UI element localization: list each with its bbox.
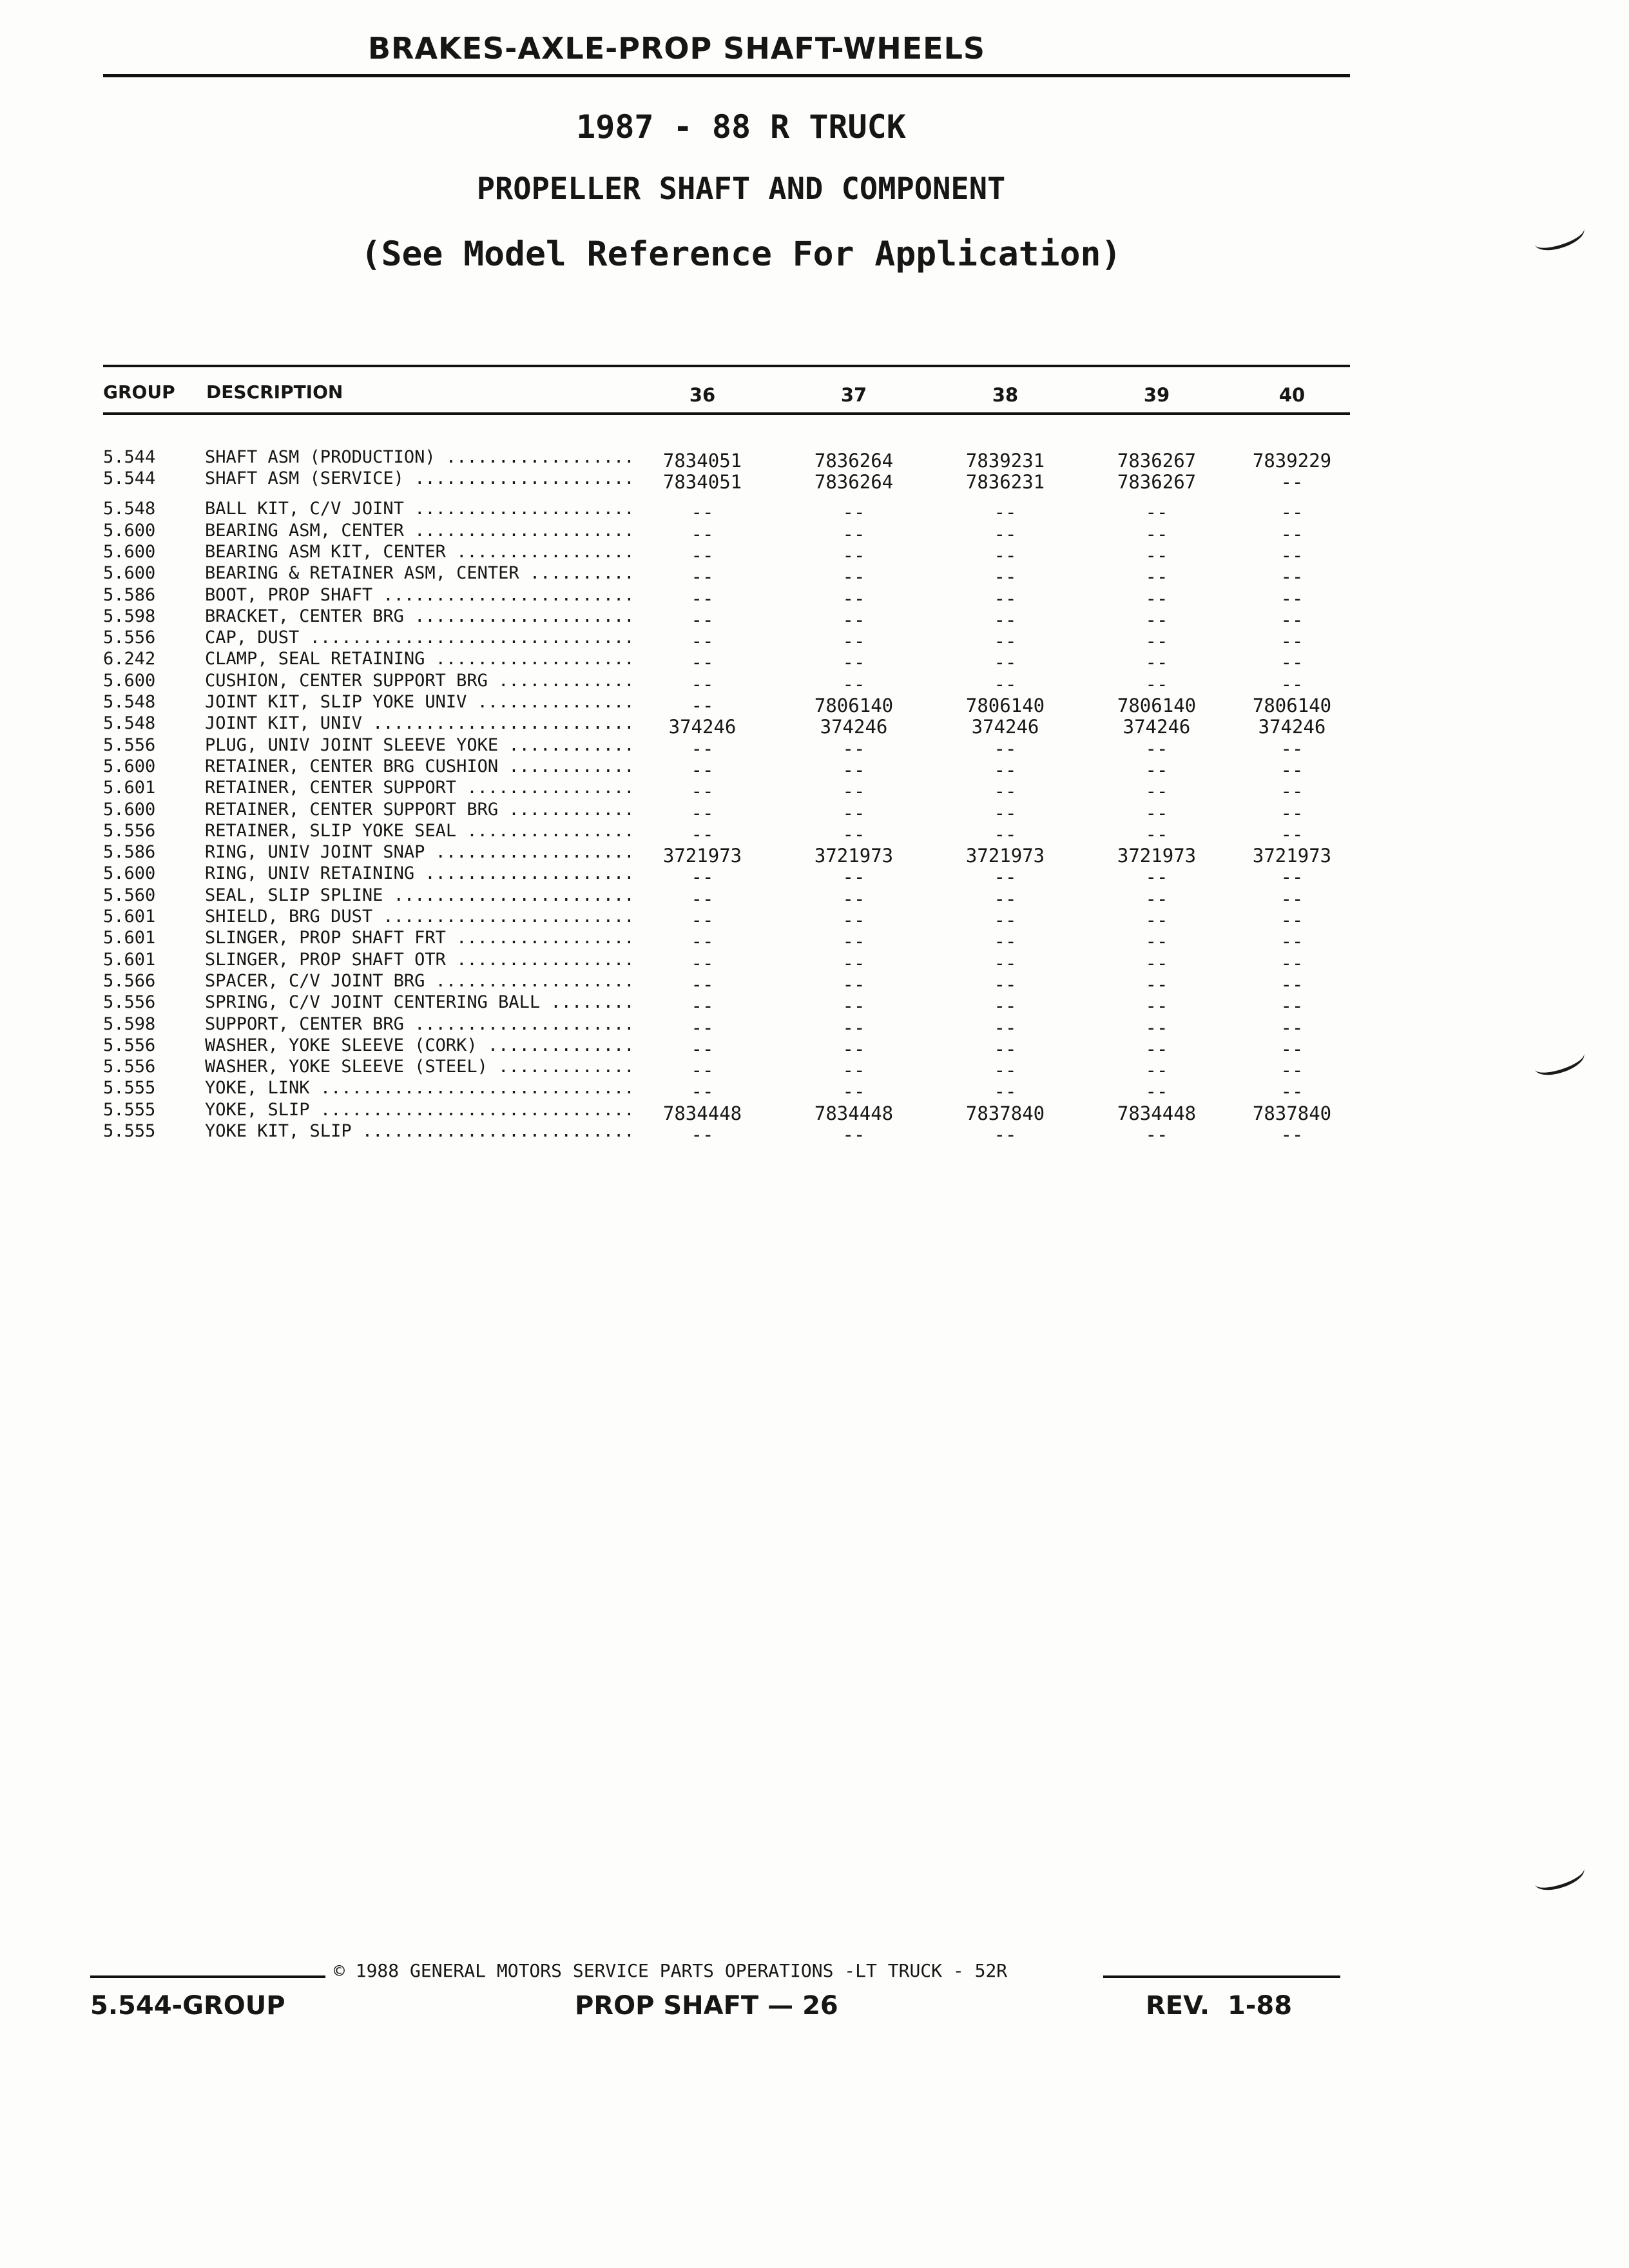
part-number: -- (691, 930, 714, 953)
part-number: -- (1280, 1037, 1304, 1060)
part-description: CUSHION, CENTER SUPPORT BRG ..... (205, 671, 637, 691)
part-number: -- (691, 758, 714, 781)
group-code: 5.555 (103, 1121, 156, 1141)
part-number: -- (691, 544, 714, 566)
part-description: RETAINER, CENTER SUPPORT BRG ..... (205, 800, 637, 820)
part-description: BOOT, PROP SHAFT ..... (205, 585, 637, 605)
part-number: -- (1280, 780, 1304, 803)
part-number: -- (1145, 1037, 1168, 1060)
part-number: -- (1145, 673, 1168, 695)
part-number: 3721973 (965, 845, 1045, 867)
part-number: -- (842, 973, 865, 995)
part-number: -- (1280, 471, 1304, 494)
part-number: -- (994, 1124, 1017, 1146)
part-number: -- (842, 995, 865, 1017)
part-number: -- (994, 523, 1017, 545)
table-header-rule (103, 412, 1350, 415)
part-number: -- (1280, 630, 1304, 653)
part-number: -- (1280, 608, 1304, 631)
part-description: YOKE, LINK ..... (205, 1078, 637, 1098)
part-number: -- (994, 1081, 1017, 1103)
group-code: 5.601 (103, 949, 156, 970)
part-number: -- (1145, 930, 1168, 953)
part-description: BEARING ASM, CENTER ..... (205, 521, 637, 541)
part-number: 374246 (1258, 716, 1326, 738)
part-number: 7834448 (662, 1102, 742, 1124)
part-description: SPACER, C/V JOINT BRG ..... (205, 971, 637, 991)
part-number: -- (691, 630, 714, 653)
part-number: 7837840 (1252, 1102, 1332, 1124)
part-number: 7834051 (662, 450, 742, 472)
part-number: -- (1145, 1059, 1168, 1082)
part-number: -- (994, 566, 1017, 588)
part-number: -- (1145, 1124, 1168, 1146)
part-description: SHAFT ASM (PRODUCTION) ..... (205, 447, 637, 467)
part-number: -- (842, 952, 865, 974)
part-number: 7834448 (814, 1102, 894, 1124)
part-number: -- (691, 587, 714, 610)
part-number: -- (994, 608, 1017, 631)
part-number: -- (1280, 1081, 1304, 1103)
part-number: -- (994, 887, 1017, 910)
column-header-model: 39 (1143, 384, 1170, 406)
group-code: 5.600 (103, 670, 156, 691)
group-code: 5.556 (103, 1057, 156, 1077)
part-number: -- (1280, 930, 1304, 953)
group-code: 5.556 (103, 992, 156, 1013)
part-description: BEARING & RETAINER ASM, CENTER ..... (205, 563, 637, 583)
part-description: SUPPORT, CENTER BRG ..... (205, 1014, 637, 1034)
part-number: -- (691, 651, 714, 674)
part-number: -- (994, 501, 1017, 524)
part-number: -- (1145, 887, 1168, 910)
part-number: -- (842, 523, 865, 545)
part-number: -- (691, 1081, 714, 1103)
part-number: -- (691, 673, 714, 695)
column-header-model: 36 (689, 384, 716, 406)
part-number: -- (842, 1124, 865, 1146)
part-number: -- (691, 1124, 714, 1146)
binder-mark (1532, 1043, 1588, 1080)
group-code: 5.560 (103, 885, 156, 905)
part-description: WASHER, YOKE SLEEVE (STEEL) ..... (205, 1057, 637, 1077)
part-number: -- (1145, 501, 1168, 524)
part-number: -- (1280, 523, 1304, 545)
group-code: 5.556 (103, 820, 156, 841)
group-code: 5.556 (103, 628, 156, 648)
part-number: -- (691, 823, 714, 845)
part-number: -- (691, 802, 714, 824)
part-number: -- (1145, 566, 1168, 588)
part-number: -- (994, 1037, 1017, 1060)
part-number: -- (1145, 608, 1168, 631)
part-number: -- (1145, 952, 1168, 974)
part-number: -- (691, 995, 714, 1017)
part-number: 7839231 (965, 450, 1045, 472)
part-number: -- (691, 887, 714, 910)
part-number: 3721973 (662, 845, 742, 867)
footer-page: PROP SHAFT — 26 (575, 1991, 838, 2021)
part-number: -- (994, 737, 1017, 760)
group-code: 5.566 (103, 970, 156, 991)
part-number: -- (994, 544, 1017, 566)
part-number: -- (994, 909, 1017, 931)
part-description: SLINGER, PROP SHAFT OTR ..... (205, 950, 637, 970)
part-number: 7806140 (1252, 695, 1332, 716)
part-number: -- (1145, 523, 1168, 545)
part-number: 7806140 (814, 695, 894, 716)
part-number: -- (994, 1059, 1017, 1082)
part-number: -- (842, 930, 865, 953)
part-number: -- (1280, 1016, 1304, 1039)
column-header-group: GROUP (103, 381, 175, 403)
part-number: 7834448 (1117, 1102, 1197, 1124)
group-code: 5.556 (103, 735, 156, 755)
part-number: -- (1280, 587, 1304, 610)
footer-rule-left (90, 1975, 325, 1978)
part-number: -- (1280, 737, 1304, 760)
group-code: 5.601 (103, 928, 156, 948)
part-number: -- (1280, 952, 1304, 974)
footer-group: 5.544-GROUP (90, 1991, 285, 2021)
part-number: -- (1280, 823, 1304, 845)
part-number: -- (842, 587, 865, 610)
part-number: -- (1280, 1124, 1304, 1146)
part-number: -- (1280, 544, 1304, 566)
part-number: -- (994, 630, 1017, 653)
page-subtitle: PROPELLER SHAFT AND COMPONENT (476, 171, 1006, 207)
part-number: -- (994, 866, 1017, 889)
part-number: 3721973 (1117, 845, 1197, 867)
part-number: -- (691, 737, 714, 760)
part-number: -- (842, 823, 865, 845)
group-code: 5.556 (103, 1035, 156, 1055)
part-number: -- (691, 695, 714, 716)
part-number: 7836267 (1117, 450, 1197, 472)
group-code: 5.598 (103, 606, 156, 626)
part-number: -- (1145, 587, 1168, 610)
part-number: -- (1145, 780, 1168, 803)
part-description: RETAINER, CENTER SUPPORT ..... (205, 778, 637, 798)
part-number: -- (691, 1037, 714, 1060)
part-number: -- (1145, 758, 1168, 781)
part-description: JOINT KIT, SLIP YOKE UNIV ..... (205, 692, 637, 712)
part-number: -- (994, 823, 1017, 845)
part-number: 7834051 (662, 471, 742, 494)
part-number: -- (1280, 501, 1304, 524)
part-description: RETAINER, SLIP YOKE SEAL ..... (205, 821, 637, 841)
part-number: -- (994, 995, 1017, 1017)
part-number: -- (994, 780, 1017, 803)
part-number: -- (691, 523, 714, 545)
part-description: RING, UNIV RETAINING ..... (205, 863, 637, 883)
part-description: RING, UNIV JOINT SNAP ..... (205, 842, 637, 862)
part-number: -- (1280, 651, 1304, 674)
part-description: WASHER, YOKE SLEEVE (CORK) ..... (205, 1035, 637, 1055)
part-description: BEARING ASM KIT, CENTER ..... (205, 542, 637, 562)
part-number: -- (994, 1016, 1017, 1039)
section-title: BRAKES-AXLE-PROP SHAFT-WHEELS (367, 31, 986, 66)
group-code: 6.242 (103, 649, 156, 669)
part-number: -- (1280, 973, 1304, 995)
part-number: -- (842, 1016, 865, 1039)
part-number: -- (1280, 673, 1304, 695)
part-number: -- (1145, 973, 1168, 995)
part-description: PLUG, UNIV JOINT SLEEVE YOKE ..... (205, 735, 637, 755)
part-number: -- (1145, 630, 1168, 653)
part-description: SEAL, SLIP SPLINE ..... (205, 885, 637, 905)
part-number: -- (842, 608, 865, 631)
part-number: -- (842, 1037, 865, 1060)
part-number: -- (1145, 802, 1168, 824)
part-number: -- (842, 737, 865, 760)
group-code: 5.600 (103, 756, 156, 776)
part-number: 374246 (668, 716, 737, 738)
part-number: 7836231 (965, 471, 1045, 494)
part-number: 374246 (1123, 716, 1191, 738)
part-number: -- (1280, 566, 1304, 588)
part-number: 374246 (820, 716, 888, 738)
part-number: 3721973 (814, 845, 894, 867)
part-number: -- (842, 544, 865, 566)
group-code: 5.544 (103, 468, 156, 489)
part-number: -- (691, 1016, 714, 1039)
column-header-model: 40 (1278, 384, 1306, 406)
part-number: 374246 (971, 716, 1039, 738)
part-number: -- (842, 651, 865, 674)
part-description: CLAMP, SEAL RETAINING ..... (205, 649, 637, 669)
group-code: 5.598 (103, 1014, 156, 1034)
column-header-model: 38 (992, 384, 1019, 406)
column-header-model: 37 (840, 384, 867, 406)
part-number: -- (691, 501, 714, 524)
part-number: -- (1145, 995, 1168, 1017)
part-number: -- (994, 952, 1017, 974)
part-number: 3721973 (1252, 845, 1332, 867)
part-number: -- (994, 930, 1017, 953)
part-description: JOINT KIT, UNIV ..... (205, 713, 637, 733)
part-number: -- (994, 973, 1017, 995)
part-number: -- (842, 887, 865, 910)
group-code: 5.600 (103, 799, 156, 820)
group-code: 5.555 (103, 1078, 156, 1099)
table-top-rule (103, 365, 1350, 367)
part-number: -- (1280, 909, 1304, 931)
part-description: CAP, DUST ..... (205, 628, 637, 648)
part-number: 7837840 (965, 1102, 1045, 1124)
part-number: -- (842, 501, 865, 524)
part-number: -- (842, 866, 865, 889)
group-code: 5.548 (103, 713, 156, 734)
part-number: -- (994, 651, 1017, 674)
part-number: -- (691, 780, 714, 803)
part-number: -- (994, 587, 1017, 610)
part-number: -- (1145, 909, 1168, 931)
part-number: -- (1280, 1059, 1304, 1082)
part-number: -- (1145, 866, 1168, 889)
group-code: 5.548 (103, 499, 156, 519)
column-header-description: DESCRIPTION (206, 381, 343, 403)
part-number: -- (691, 973, 714, 995)
part-number: 7836264 (814, 450, 894, 472)
part-number: -- (691, 909, 714, 931)
part-description: YOKE KIT, SLIP ..... (205, 1121, 637, 1141)
group-code: 5.600 (103, 520, 156, 541)
part-number: -- (842, 673, 865, 695)
part-number: -- (842, 780, 865, 803)
part-number: -- (842, 1081, 865, 1103)
part-number: -- (842, 758, 865, 781)
part-number: -- (842, 909, 865, 931)
copyright-notice: © 1988 GENERAL MOTORS SERVICE PARTS OPERATIONS -LT TRUCK - 52R (334, 1960, 1008, 1981)
part-number: -- (1280, 887, 1304, 910)
part-description: SPRING, C/V JOINT CENTERING BALL ..... (205, 992, 637, 1012)
part-number: -- (691, 866, 714, 889)
part-number: -- (1145, 737, 1168, 760)
part-number: 7836267 (1117, 471, 1197, 494)
part-number: -- (1280, 995, 1304, 1017)
part-number: -- (1145, 1016, 1168, 1039)
part-description: SHIELD, BRG DUST ..... (205, 907, 637, 927)
part-number: 7806140 (1117, 695, 1197, 716)
footer-rule-right (1103, 1975, 1340, 1978)
part-description: SLINGER, PROP SHAFT FRT ..... (205, 928, 637, 948)
part-number: -- (994, 673, 1017, 695)
part-number: -- (691, 952, 714, 974)
group-code: 5.548 (103, 692, 156, 712)
part-number: -- (842, 566, 865, 588)
part-description: YOKE, SLIP ..... (205, 1100, 637, 1120)
part-number: -- (1145, 544, 1168, 566)
part-number: -- (842, 1059, 865, 1082)
part-number: -- (842, 802, 865, 824)
part-description: BRACKET, CENTER BRG ..... (205, 606, 637, 626)
part-number: -- (691, 1059, 714, 1082)
part-number: -- (1145, 1081, 1168, 1103)
part-number: -- (691, 566, 714, 588)
part-number: -- (1145, 651, 1168, 674)
binder-mark (1532, 218, 1588, 255)
part-number: 7839229 (1252, 450, 1332, 472)
part-description: RETAINER, CENTER BRG CUSHION ..... (205, 756, 637, 776)
part-number: -- (691, 608, 714, 631)
part-description: SHAFT ASM (SERVICE) ..... (205, 468, 637, 488)
part-number: -- (1280, 758, 1304, 781)
group-code: 5.601 (103, 778, 156, 798)
page-title: 1987 - 88 R TRUCK (576, 108, 906, 146)
group-code: 5.600 (103, 541, 156, 562)
footer-revision: REV. 1-88 (1146, 1991, 1293, 2021)
part-number: 7806140 (965, 695, 1045, 716)
part-number: -- (1280, 802, 1304, 824)
group-code: 5.555 (103, 1099, 156, 1120)
part-description: BALL KIT, C/V JOINT ..... (205, 499, 637, 519)
group-code: 5.544 (103, 447, 156, 467)
group-code: 5.586 (103, 842, 156, 863)
part-number: 7836264 (814, 471, 894, 494)
part-number: -- (1280, 866, 1304, 889)
part-number: -- (994, 802, 1017, 824)
group-code: 5.586 (103, 584, 156, 605)
group-code: 5.600 (103, 863, 156, 884)
binder-mark (1532, 1858, 1588, 1895)
group-code: 5.600 (103, 563, 156, 584)
part-number: -- (842, 630, 865, 653)
part-number: -- (1145, 823, 1168, 845)
application-note: (See Model Reference For Application) (360, 235, 1122, 274)
part-number: -- (994, 758, 1017, 781)
header-rule (103, 74, 1350, 77)
group-code: 5.601 (103, 907, 156, 927)
